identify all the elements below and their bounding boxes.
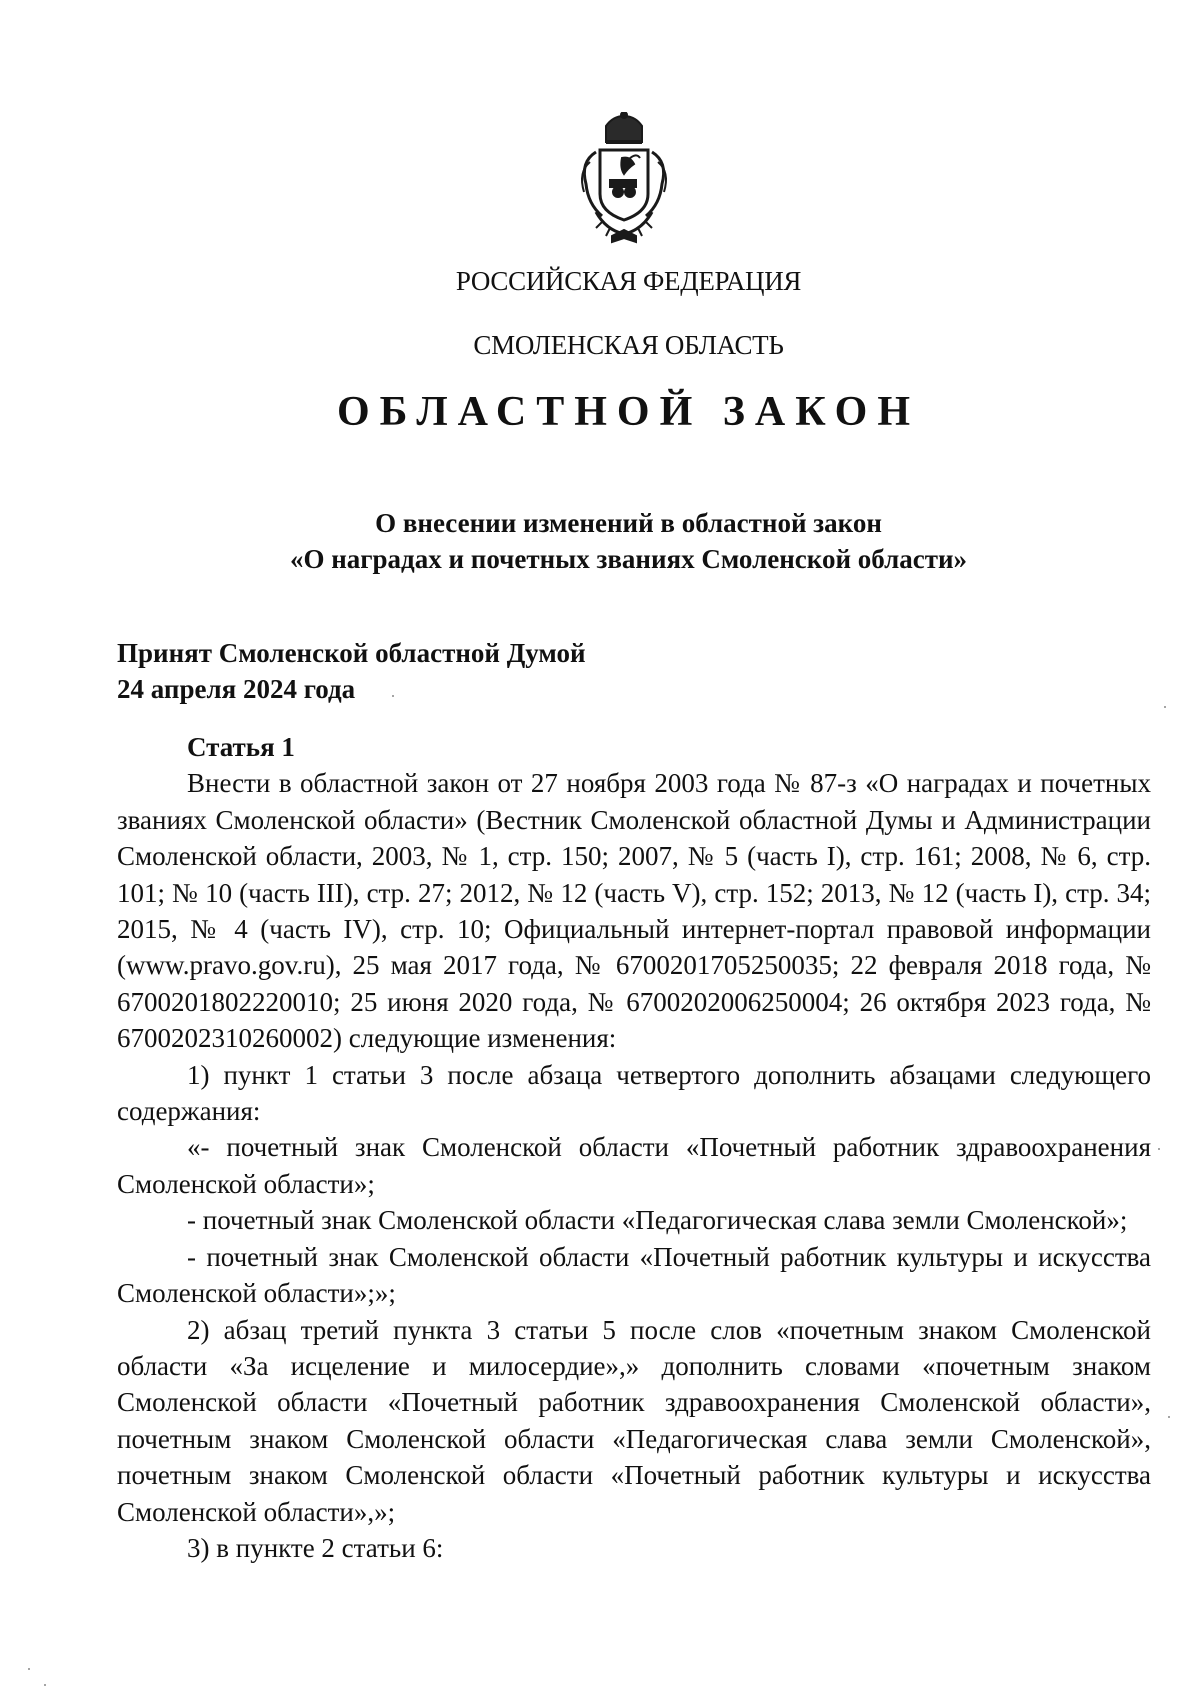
adoption-note — [117, 635, 586, 707]
scan-speck — [44, 1684, 46, 1686]
subject-line-1: О внесении изменений в областной закон — [375, 508, 882, 538]
article-heading: Статья 1 — [187, 732, 295, 762]
article-paragraph: - почетный знак Смоленской области «Почетный работник культуры и искусства Смоленской области»;»; — [117, 1241, 1151, 1309]
scan-speck — [1158, 1148, 1160, 1150]
region-heading: СМОЛЕНСКАЯ ОБЛАСТЬ — [473, 330, 784, 360]
article-paragraph: Внести в областной закон от 27 ноября 2003 года № 87-з «О наградах и почетных званиях Смоленской области» (Вестник Смоленской областной Думы и Администрации Смоленской области, 2003, № 1, стр. 150; 2007, № 5 (часть I), стр. 161; 2008, № 6, стр. 101; № 10 (часть III), стр. 27; 2012, № 12 (часть V), стр. 152; 2013, № 12 (часть I), стр. 34; 2015, № 4 (часть IV), стр. 10; Официальный интернет-портал правовой информации (www.pravo.gov.ru), 25 мая 2017 года, № 6700201705250035; 22 февраля 2018 года, № 6700201802220010; 25 июня 2020 года, № 6700202006250004; 26 октября 2023 года, № 6700202310260002) следующие изменения: — [117, 768, 1151, 1054]
article-body — [117, 729, 1151, 1566]
article-paragraph: 2) абзац третий пункта 3 статьи 5 после слов «почетным знаком Смоленской области «За исцеление и милосердие»,» дополнить словами «почетным знаком Смоленской области «Почетный работник здравоохранения Смоленской области», почетным знаком Смоленской области «Педагогическая слава земли Смоленской», почетным знаком Смоленской области «Почетный работник культуры и искусства Смоленской области»,»; — [117, 1314, 1151, 1527]
country-heading: РОССИЙСКАЯ ФЕДЕРАЦИЯ — [455, 266, 802, 296]
document-type-title: ОБЛАСТНОЙ ЗАКОН — [336, 389, 921, 435]
subject-line-2: «О наградах и почетных званиях Смоленской области» — [289, 544, 968, 574]
article-paragraph: 3) в пункте 2 статьи 6: — [187, 1532, 444, 1563]
adoption-line-1: Принят Смоленской областной Думой — [117, 638, 586, 668]
scan-speck — [1164, 706, 1166, 708]
article-paragraph: - почетный знак Смоленской области «Педагогическая слава земли Смоленской»; — [187, 1205, 1128, 1236]
article-paragraph: 1) пункт 1 статьи 3 после абзаца четвертого дополнить абзацами следующего содержания: — [117, 1059, 1151, 1127]
scan-speck — [28, 1668, 30, 1670]
coat-of-arms-icon — [566, 112, 682, 244]
scan-speck — [392, 695, 394, 697]
adoption-date: 24 апреля 2024 года — [117, 674, 356, 704]
scan-speck — [1168, 1416, 1170, 1418]
article-paragraph: «- почетный знак Смоленской области «Почетный работник здравоохранения Смоленской области»; — [117, 1132, 1151, 1199]
law-subject — [0, 505, 1200, 577]
